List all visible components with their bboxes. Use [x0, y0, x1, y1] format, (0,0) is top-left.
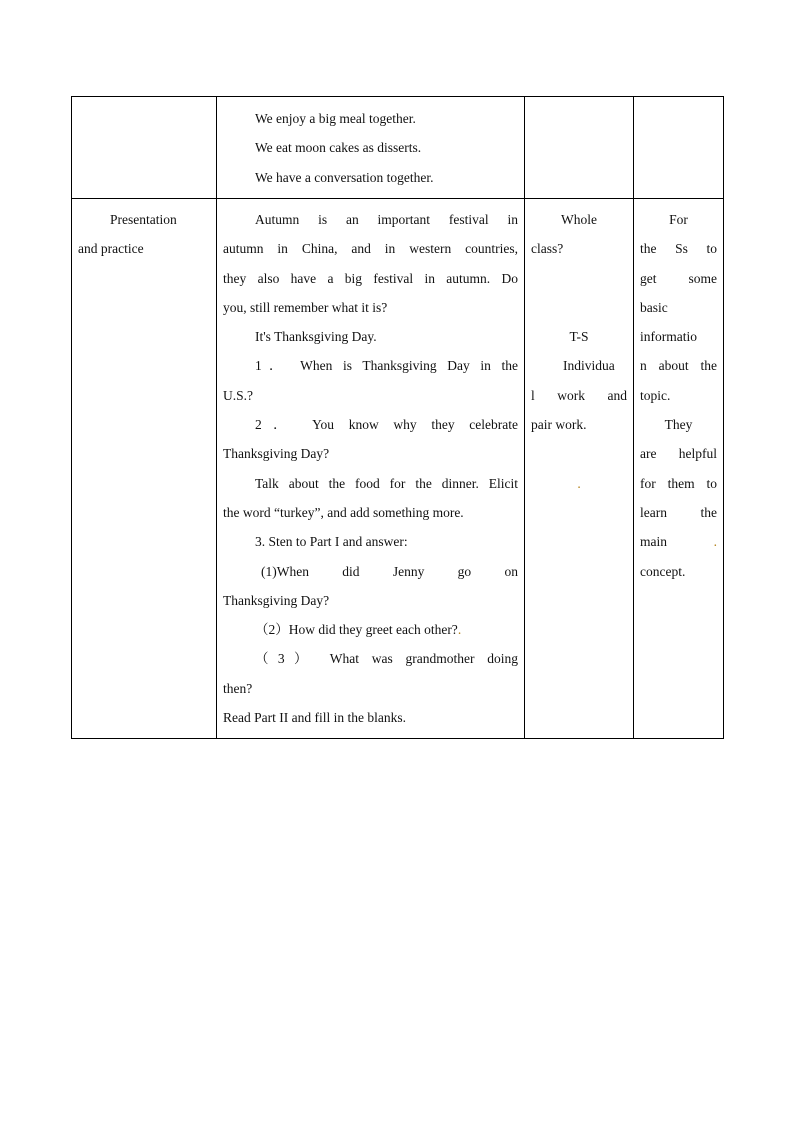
- activity-line: the word “turkey”, and add something more.: [223, 504, 464, 520]
- purpose-line: topic.: [640, 387, 671, 403]
- purpose-line: get some: [640, 270, 717, 286]
- purpose-cell: [634, 199, 724, 739]
- purpose-line: They: [664, 417, 693, 433]
- mode-cell: [525, 97, 634, 199]
- purpose-line: learn the: [640, 504, 717, 520]
- mode-line: T-S: [569, 329, 589, 345]
- mode-cell: [525, 199, 634, 739]
- sub-question-line: [223, 615, 518, 644]
- intro-line: you, still remember what it is?: [223, 299, 388, 315]
- sub-question-line: Thanksgiving Day?: [223, 592, 330, 608]
- purpose-line: basic: [640, 299, 668, 315]
- activity-line: 3. Sten to Part I and answer:: [255, 534, 408, 550]
- purpose-cell: [634, 97, 724, 199]
- purpose-line: For: [669, 212, 688, 227]
- question-line: 2． You know why they celebrate: [255, 417, 518, 433]
- activity-line: Talk about the food for the dinner. Elicit: [255, 475, 518, 491]
- content-cell: [217, 199, 525, 739]
- stage-cell: [72, 199, 217, 739]
- stage-label: and practice: [78, 241, 144, 257]
- answer-line: It's Thanksgiving Day.: [255, 329, 377, 345]
- activity-line: Read Part II and fill in the blanks.: [223, 710, 406, 726]
- intro-line: autumn in China, and in western countries,: [223, 241, 518, 257]
- purpose-line: for them to: [640, 475, 717, 491]
- intro-line: Autumn is an important festival in: [255, 212, 518, 227]
- lesson-plan-table: [71, 96, 724, 739]
- purpose-line: the Ss to: [640, 241, 717, 257]
- purpose-line: informatio: [640, 329, 697, 345]
- intro-line: they also have a big festival in autumn. Do: [223, 270, 518, 286]
- question-line: Thanksgiving Day?: [223, 446, 330, 462]
- table-row: [72, 97, 724, 199]
- content-line: We eat moon cakes as disserts.: [255, 140, 422, 156]
- purpose-line: are helpful: [640, 446, 717, 462]
- paragraph-mark-icon: .: [457, 622, 462, 638]
- mode-line: Whole: [561, 212, 597, 227]
- purpose-line: n about the: [640, 358, 717, 374]
- purpose-text: main: [640, 534, 667, 550]
- paragraph-mark-icon: .: [713, 534, 717, 550]
- stage-cell: [72, 97, 217, 199]
- mode-line: Individua: [563, 358, 615, 374]
- question-line: 1． When is Thanksgiving Day in the: [255, 358, 518, 374]
- mode-line: pair work.: [531, 417, 587, 433]
- sub-question-line: （3） What was grandmother doing: [255, 651, 518, 667]
- purpose-line: [640, 527, 717, 556]
- stage-label: Presentation: [110, 212, 177, 227]
- content-cell: [217, 97, 525, 199]
- sub-question-line: (1)When did Jenny go on: [261, 563, 518, 579]
- content-line: We enjoy a big meal together.: [255, 111, 416, 126]
- table-row: [72, 199, 724, 739]
- sub-question-text: （2）How did they greet each other?: [255, 622, 458, 638]
- purpose-line: concept.: [640, 563, 686, 579]
- mode-line: l work and: [531, 387, 627, 403]
- content-line: We have a conversation together.: [255, 169, 434, 185]
- paragraph-mark-icon: .: [577, 475, 581, 491]
- sub-question-line: then?: [223, 680, 253, 696]
- mode-line: class?: [531, 241, 564, 257]
- question-line: U.S.?: [223, 387, 253, 403]
